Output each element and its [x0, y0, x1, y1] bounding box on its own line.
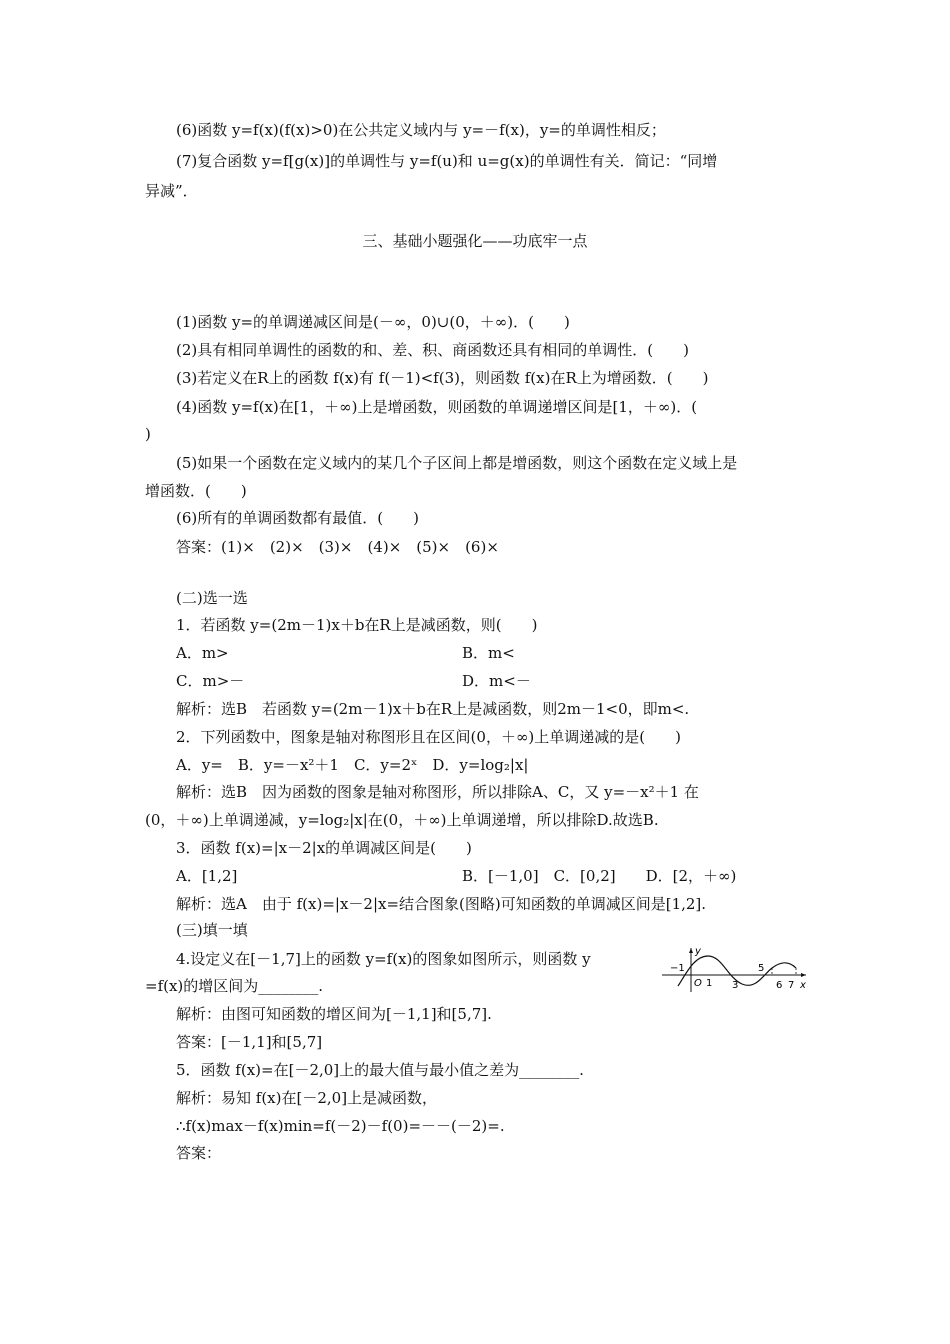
- text-line: (2)具有相同单调性的函数的和、差、积、商函数还具有相同的单调性．( ): [176, 341, 689, 359]
- analysis-2: 解析：选B 因为函数的图象是轴对称图形，所以排除A、C，又 y=－x²＋1 在: [176, 783, 699, 801]
- option-a-3: A．[1,2]: [176, 867, 238, 885]
- question-2: 2．下列函数中，图象是轴对称图形且在区间(0，＋∞)上单调递减的是( ): [176, 728, 681, 746]
- text-line: (5)如果一个函数在定义域内的某几个子区间上都是增函数，则这个函数在定义域上是: [176, 454, 738, 472]
- options-bcd-3: B．[－1,0] C．[0,2] D．[2，＋∞): [462, 867, 737, 885]
- analysis-2-cont: (0，＋∞)上单调递减，y=log₂|x|在(0，＋∞)上单调递增，所以排除D.故选B.: [145, 811, 659, 829]
- subsection-heading: (二)选一选: [176, 589, 248, 607]
- question-4-cont: =f(x)的增区间为________.: [145, 977, 324, 995]
- analysis-5-cont: ∴f(x)max－f(x)min=f(－2)－f(0)=－－(－2)=.: [176, 1117, 505, 1135]
- answer-4: 答案：[－1,1]和[5,7]: [176, 1033, 323, 1051]
- option-d: D．m<－: [462, 672, 531, 690]
- options-2: A．y= B．y=－x²＋1 C．y=2ˣ D．y=log₂|x|: [176, 756, 529, 774]
- text-line: (3)若定义在R上的函数 f(x)有 f(－1)<f(3)，则函数 f(x)在R上为增函数．( ): [176, 369, 709, 387]
- y-axis-arrow-icon: [689, 948, 693, 953]
- tick-label: 3: [732, 980, 739, 991]
- text-line: ): [145, 425, 151, 443]
- analysis-1: 解析：选B 若函数 y=(2m－1)x＋b在R上是减函数，则2m－1<0，即m<.: [176, 700, 690, 718]
- option-c: C．m>－: [176, 672, 245, 690]
- y-axis-label: y: [695, 946, 701, 957]
- text-line: (1)函数 y=的单调递减区间是(－∞，0)∪(0，＋∞)．( ): [176, 313, 570, 331]
- text-line: (6)所有的单调函数都有最值．( ): [176, 509, 419, 527]
- answer-5: 答案：: [176, 1144, 222, 1162]
- text-line: 异减”．: [145, 182, 198, 200]
- tick-label: 7: [788, 980, 795, 991]
- text-line: (6)函数 y=f(x)(f(x)>0)在公共定义域内与 y=－f(x)，y=的单调性相反；: [176, 121, 666, 139]
- function-graph-figure: [660, 944, 810, 994]
- tick-label: 5: [758, 963, 765, 974]
- tick-label: 1: [706, 978, 713, 989]
- analysis-5: 解析：易知 f(x)在[－2,0]上是减函数，: [176, 1089, 438, 1107]
- text-line: 增函数．( ): [145, 482, 247, 500]
- analysis-4: 解析：由图可知函数的增区间为[－1,1]和[5,7].: [176, 1005, 492, 1023]
- x-axis-label: x: [800, 980, 806, 991]
- question-1: 1．若函数 y=(2m－1)x＋b在R上是减函数，则( ): [176, 616, 538, 634]
- question-5: 5．函数 f(x)=在[－2,0]上的最大值与最小值之差为________.: [176, 1061, 584, 1079]
- option-b: B．m<: [462, 644, 515, 662]
- text-line: (7)复合函数 y=f[g(x)]的单调性与 y=f(u)和 u=g(x)的单调性有关．简记：“同增: [176, 152, 718, 170]
- analysis-3: 解析：选A 由于 f(x)=|x－2|x=结合图象(图略)可知函数的单调减区间是[1,2].: [176, 895, 707, 913]
- origin-label: O: [694, 978, 702, 989]
- option-a: A．m>: [176, 644, 229, 662]
- answer-line: 答案：(1)× (2)× (3)× (4)× (5)× (6)×: [176, 538, 499, 556]
- question-4: 4.设定义在[－1,7]上的函数 y=f(x)的图象如图所示，则函数 y: [176, 950, 591, 968]
- section-heading: 三、基础小题强化——功底牢一点: [362, 232, 588, 250]
- x-axis-arrow-icon: [801, 973, 806, 977]
- subsection-heading: (三)填一填: [176, 921, 248, 939]
- tick-label: −1: [670, 963, 685, 974]
- text-line: (4)函数 y=f(x)在[1，＋∞)上是增函数，则函数的单调递增区间是[1，＋∞)．(: [176, 398, 698, 416]
- question-3: 3．函数 f(x)=|x－2|x的单调减区间是( ): [176, 839, 472, 857]
- tick-label: 6: [776, 980, 783, 991]
